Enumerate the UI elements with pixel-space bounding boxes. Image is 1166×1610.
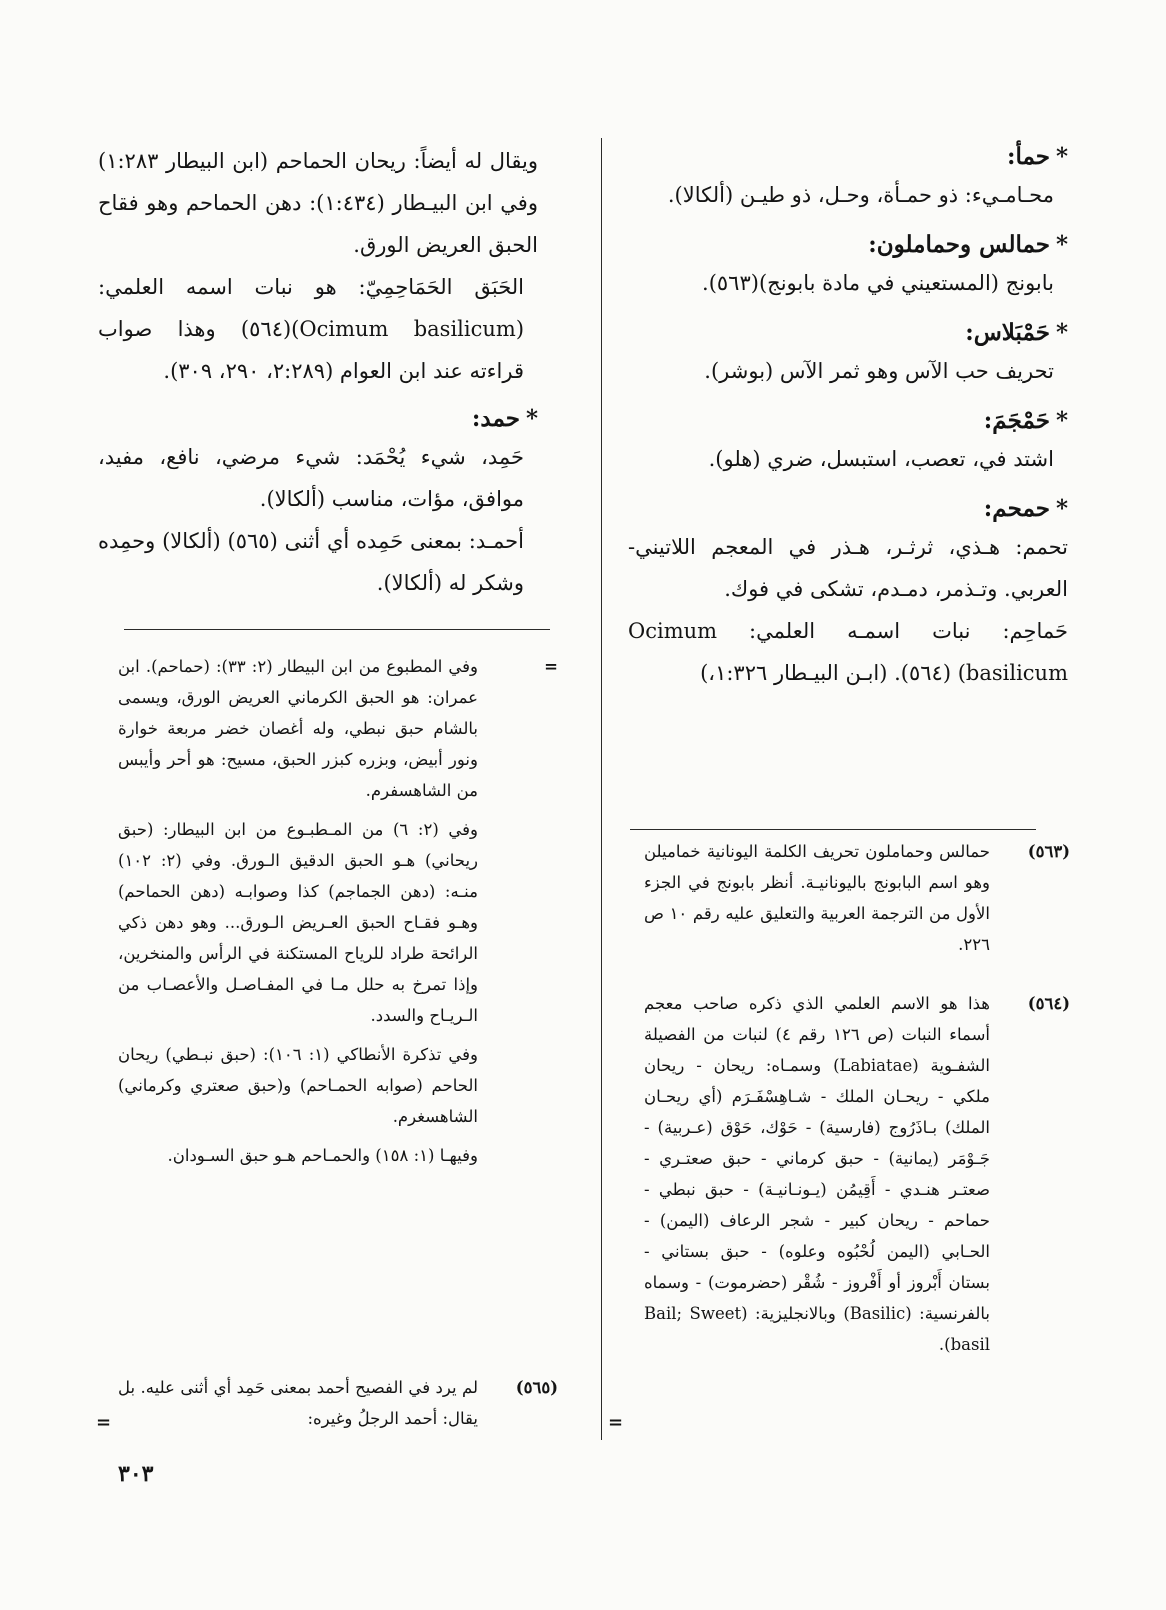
entry-subentry: حَماحِم: نبات اسمـه العلمي: Ocimum (basilicum (٥٦٤). (ابـن البيـطار ١:٣٢٦،) <box>628 619 1068 685</box>
entry-body: أحمـد: بمعنى حَمِده أي أثنى (٥٦٥) (ألكالا) وحمِده وشكر له (ألكالا). <box>98 529 524 595</box>
dictionary-entry <box>628 140 1068 216</box>
subentry-paragraph: الحَبَق الحَمَاحِمِيّ: هو نبات اسمه العلمي: (Ocimum basilicum)(٥٦٤) وهذا صواب قراءته عند ابن العوام (٢:٢٨٩، ٢٩٠، ٣٠٩). <box>98 275 525 383</box>
footnote-number: (٥٦٤) <box>1027 994 1070 1013</box>
footnote-continuation-mark: = <box>544 657 558 676</box>
continuation-paragraph: ويقال له أيضاً: ريحان الحماحم (ابن البيطار ١:٢٨٣) وفي ابن البيـطار (١:٤٣٤): دهن الحماحم وهو فقاح الحبق العريض الورق. <box>98 149 538 257</box>
dictionary-entry <box>98 402 538 604</box>
entry-headword: حَمْبَلاس: <box>965 319 1050 346</box>
footnote-rule-right <box>630 829 1036 830</box>
asterisk-icon: * <box>525 405 538 432</box>
entry-headword: حمحم: <box>983 495 1050 522</box>
entry-body: بابونج (المستعيني في مادة بابونج)(٥٦٣). <box>702 271 1054 295</box>
footnote-text: وفي المطبوع من ابن البيطار (٢: ٣٣): (حماحم). ابن عمران: هو الحبق الكرماني العريض الورق، ويسمى بالشام حبق نبطي، وله أغصان خضر مربعة خوارة ونور أبيض، وبزره كبزر الحبق، مسيح: هو أحر وأيبس من الشاهسفرم. <box>118 657 478 800</box>
entry-headword: حمد: <box>471 405 520 432</box>
asterisk-icon: * <box>1055 143 1068 170</box>
dictionary-entry <box>628 404 1068 480</box>
footnote-text: لم يرد في الفصيح أحمد بمعنى حَمِد أي أثنى عليه. بل يقال: أحمد الرجلُ وغيره: <box>118 1378 478 1428</box>
asterisk-icon: * <box>1055 319 1068 346</box>
footnote-number: (٥٦٥) <box>515 1378 558 1397</box>
footnote <box>118 651 558 1179</box>
footnote-text: هذا هو الاسم العلمي الذي ذكره صاحب معجم أسماء النبات (ص ١٢٦ رقم ٤) لنبات من الفصيلة الشفـوية (Labiatae) وسمـاه: ريحان - ريحان ملكي - ريحـان الملك - شـاهِسْفَـرَم (أي ريحـان الملك) بـاذَرُوج (فارسية) - حَوْك، حَوْق (عـربية) - جَـوْمَر (يمانية) - حبق كرماني - حبق صعتـري - صعتـر هنـدي - أَقِيمُن (يـونـانيـة) - حبق نبطي - حماحم - ريحان كبير - شجر الرعاف (اليمن) - الحـابي (اليمن لُحْبُوه وعلوه) - حبق بستاني - بستان أَبْروز أو أَفْروز - شُقْر (حضرموت) - وسماه بالفرنسية: (Basilic) وبالانجليزية: (Bail; Sweet basil). <box>644 994 990 1354</box>
asterisk-icon: * <box>1055 407 1068 434</box>
continuation-mark-left: = <box>96 1412 112 1433</box>
entry-body: محـامـيء: ذو حمـأة، وحـل، ذو طيـن (ألكالا). <box>667 183 1054 207</box>
continuation-mark-right: = <box>608 1412 624 1433</box>
dictionary-entry <box>628 316 1068 392</box>
page-number: ٣٠٣ <box>118 1461 154 1487</box>
right-column <box>628 140 1068 706</box>
dictionary-entry <box>628 492 1068 694</box>
entry-body: اشتد في، تعصب، استبسل، ضري (هلو). <box>708 447 1054 471</box>
entry-headword: حَمْجَمَ: <box>983 407 1050 434</box>
asterisk-icon: * <box>1055 231 1068 258</box>
footnote-rule-left <box>124 629 550 630</box>
entry-headword: حمأ: <box>1006 143 1050 170</box>
entry-body: حَمِد، شيء يُحْمَد: شيء مرضي، نافع، مفيد، موافق، مؤات، مناسب (ألكالا). <box>98 445 524 511</box>
entry-headword: حمالس وحماملون: <box>868 231 1050 258</box>
footnote-text: وفي (٢: ٦) من المـطبـوع من ابن البيطار: (حبق ريحاني) هـو الحبق الدقيق الـورق. وفي (٢: ١٠٢) منـه: (دهن الجماجم) كذا وصوابـه (دهن الحماحم) وهـو فقـاح الحبق العـريض الـورق... وهو دهن ذكي الرائحة طراد للرياح المستكنة في الرأس والمنخرين، وإذا تمرخ به حلل مـا في المفـاصـل والأعصـاب من الـريـاح والسدد. <box>118 820 479 1025</box>
asterisk-icon: * <box>1055 495 1068 522</box>
footnote <box>644 988 1070 1368</box>
entry-body: تحمم: هـذي، ثرثـر، هـذر في المعجم اللاتيني-العربي. وتـذمر، دمـدم، تشكى في فوك. <box>628 535 1068 601</box>
footnote-text: حمالس وحماملون تحريف الكلمة اليونانية خماميلن وهو اسم البابونج باليونانيـة. أنظر بابونج في الجزء الأول من الترجمة العربية والتعليق عليه رقم ١٠ ص ٢٢٦. <box>644 842 990 954</box>
footnote-text: وفيهـا (١: ١٥٨) والحمـاحم هـو حبق السـودان. <box>167 1146 478 1165</box>
entry-body: تحريف حب الآس وهو ثمر الآس (بوشر). <box>704 359 1054 383</box>
column-divider <box>601 138 602 1440</box>
footnote <box>118 1372 558 1442</box>
dictionary-entry <box>628 228 1068 304</box>
footnote-number: (٥٦٣) <box>1027 842 1070 861</box>
footnote-text: وفي تذكرة الأنطاكي (١: ١٠٦): (حبق نبـطي) ريحان الحاحم (صوابه الحمـاحم) و(حبق صعتري وكرماني) الشاهسغرم. <box>118 1045 478 1126</box>
footnote <box>644 836 1070 968</box>
left-column <box>98 140 538 616</box>
